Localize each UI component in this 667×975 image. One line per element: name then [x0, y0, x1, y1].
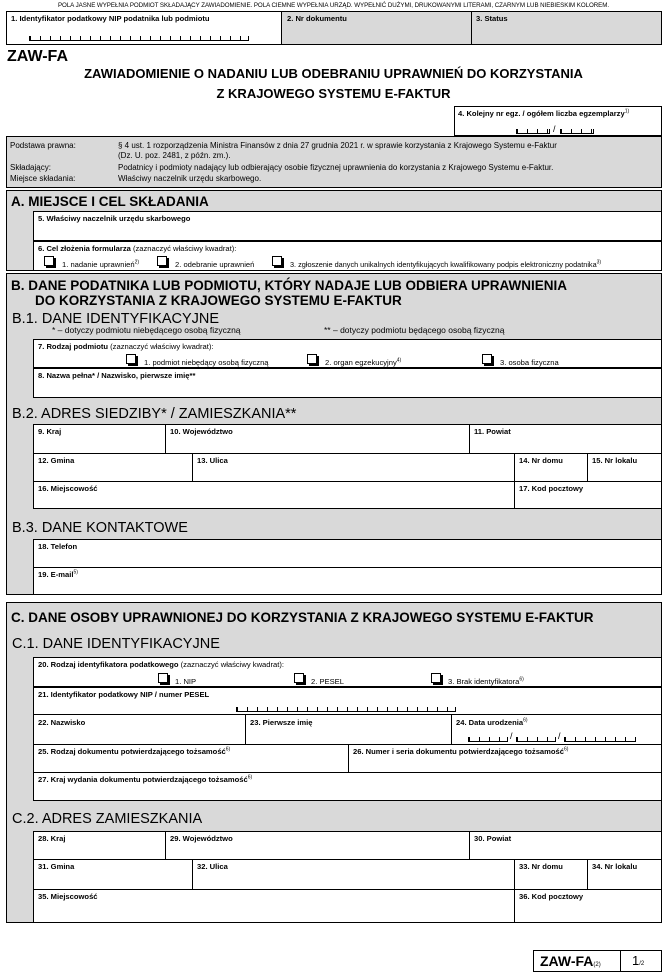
filer-text: Podatnicy i podmioty nadający lub odbierający osobie fizycznej uprawnienia do korzystania z Krajowego Systemu e-Faktur.	[118, 163, 554, 172]
section-b2-title: B.2. ADRES SIEDZIBY* / ZAMIESZKANIA**	[12, 406, 297, 422]
field-21-label[interactable]: 21. Identyfikator podatkowy NIP / numer PESEL	[38, 690, 210, 699]
purpose-revoke-checkbox[interactable]	[157, 256, 167, 266]
field-34-label[interactable]: 34. Nr lokalu	[592, 862, 638, 871]
field-33-label[interactable]: 33. Nr domu	[519, 862, 563, 871]
field-5-label: 5. Właściwy naczelnik urzędu skarbowego	[38, 214, 191, 223]
purpose-signature-label: 3. zgłoszenie danych unikalnych identyfikujących kwalifikowany podpis elektroniczny podatnika$^{3)}$	[290, 259, 602, 269]
basis-text-2: (Dz. U. poz. 2481, z późn. zm.).	[118, 151, 231, 160]
id-nip-checkbox[interactable]	[158, 673, 168, 683]
purpose-signature-checkbox[interactable]	[272, 256, 282, 266]
field-26-label[interactable]: 26. Numer i seria dokumentu potwierdzającego tożsamość$^{6)}$	[353, 746, 569, 756]
entity-person-checkbox[interactable]	[482, 354, 492, 364]
basis-label: Podstawa prawna:	[10, 141, 76, 150]
id-none-label: 3. Brak identyfikatora$^{6)}$	[448, 676, 524, 686]
entity-legal-label: 1. podmiot niebędący osobą fizyczną	[144, 358, 269, 367]
field-30-label[interactable]: 30. Powiat	[474, 834, 512, 843]
id-nip-label: 1. NIP	[175, 677, 197, 686]
field-6-label: 6. Cel złożenia formularza (zaznaczyć właściwy kwadrat):	[38, 244, 237, 253]
field-11-label[interactable]: 11. Powiat	[474, 427, 511, 436]
section-b1-title: B.1. DANE IDENTYFIKACYJNE	[12, 311, 220, 327]
section-c1-title: C.1. DANE IDENTYFIKACYJNE	[12, 636, 220, 652]
form-title-line2: Z KRAJOWEGO SYSTEMU E-FAKTUR	[216, 86, 451, 101]
field-24-label[interactable]: 24. Data urodzenia$^{6)}$	[456, 717, 528, 727]
field-18-label[interactable]: 18. Telefon	[38, 542, 78, 551]
footer-form-code: ZAW-FA(2)	[540, 953, 601, 969]
field-23-label[interactable]: 23. Pierwsze imię	[250, 718, 313, 727]
field-12-label[interactable]: 12. Gmina	[38, 456, 75, 465]
field-32-label[interactable]: 32. Ulica	[197, 862, 228, 871]
place-text: Właściwy naczelnik urzędu skarbowego.	[118, 174, 262, 183]
note-natural-person: ** – dotyczy podmiotu będącego osobą fizyczną	[324, 325, 505, 335]
purpose-grant-label: 1. nadanie uprawnień$^{2)}$	[62, 259, 140, 269]
section-b-title-line2: DO KORZYSTANIA Z KRAJOWEGO SYSTEMU E-FAKTUR	[35, 293, 402, 308]
field-16-label[interactable]: 16. Miejscowość	[38, 484, 98, 493]
field-7-label: 7. Rodzaj podmiotu (zaznaczyć właściwy kwadrat):	[38, 342, 214, 351]
field-3-label: 3. Status	[476, 14, 508, 23]
field-14-label[interactable]: 14. Nr domu	[519, 456, 563, 465]
top-notice: POLA JASNE WYPEŁNIA PODMIOT SKŁADAJĄCY ZAWIADOMIENIE. POLA CIEMNE WYPEŁNIA URZĄD. WYPEŁNIĆ DUŻYMI, DRUKOWANYMI LITERAMI, CZARNYM LUB NIEBIESKIM KOLOREM.	[57, 2, 610, 9]
purpose-grant-checkbox[interactable]	[44, 256, 54, 266]
form-title-line1: ZAWIADOMIENIE O NADANIU LUB ODEBRANIU UPRAWNIEŃ DO KORZYSTANIA	[84, 66, 583, 81]
note-legal-entity: * – dotyczy podmiotu niebędącego osobą fizyczną	[52, 325, 241, 335]
field-9-label[interactable]: 9. Kraj	[38, 427, 62, 436]
section-c-title: C. DANE OSOBY UPRAWNIONEJ DO KORZYSTANIA Z KRAJOWEGO SYSTEMU E-FAKTUR	[11, 610, 594, 625]
section-b3-title: B.3. DANE KONTAKTOWE	[12, 520, 188, 536]
filer-label: Składający:	[10, 163, 51, 172]
field-19-label[interactable]: 19. E-mail$^{5)}$	[38, 569, 78, 579]
field-29-label[interactable]: 29. Województwo	[170, 834, 233, 843]
field-15-label[interactable]: 15. Nr lokalu	[592, 456, 638, 465]
entity-legal-checkbox[interactable]	[126, 354, 136, 364]
field-13-label[interactable]: 13. Ulica	[197, 456, 228, 465]
address-c-block	[33, 831, 662, 923]
field-28-label[interactable]: 28. Kraj	[38, 834, 66, 843]
place-label: Miejsce składania:	[10, 174, 76, 183]
field-22-label[interactable]: 22. Nazwisko	[38, 718, 86, 727]
field-1-label: 1. Identyfikator podatkowy NIP podatnika lub podmiotu	[11, 14, 210, 23]
id-none-checkbox[interactable]	[431, 673, 441, 683]
field-8-label: 8. Nazwa pełna* / Nazwisko, pierwsze imię**	[38, 371, 196, 380]
purpose-revoke-label: 2. odebranie uprawnień	[175, 260, 255, 269]
id-pesel-label: 2. PESEL	[311, 677, 344, 686]
field-4-label: 4. Kolejny nr egz. / ogółem liczba egzemplarzy$^{1)}$	[458, 108, 630, 118]
section-c2-title: C.2. ADRES ZAMIESZKANIA	[12, 811, 203, 827]
id-pesel-checkbox[interactable]	[294, 673, 304, 683]
entity-enforcement-checkbox[interactable]	[307, 354, 317, 364]
basis-text: § 4 ust. 1 rozporządzenia Ministra Finansów z dnia 27 grudnia 2021 r. w sprawie korzystania z Krajowego Systemu e-Faktur	[118, 141, 557, 150]
address-b-block	[33, 424, 662, 509]
form-code: ZAW-FA	[7, 48, 68, 65]
field-31-label[interactable]: 31. Gmina	[38, 862, 75, 871]
footer-page-number: 1/2	[632, 953, 645, 968]
field-36-label[interactable]: 36. Kod pocztowy	[519, 892, 584, 901]
field-17-label[interactable]: 17. Kod pocztowy	[519, 484, 584, 493]
field-25-label[interactable]: 25. Rodzaj dokumentu potwierdzającego tożsamość$^{6)}$	[38, 746, 231, 756]
nip-ticks	[29, 36, 249, 41]
field-27-label[interactable]: 27. Kraj wydania dokumentu potwierdzającego tożsamość$^{6)}$	[38, 774, 253, 784]
pesel-ticks	[236, 707, 456, 712]
section-a-title: A. MIEJSCE I CEL SKŁADANIA	[11, 194, 209, 209]
field-10-label[interactable]: 10. Województwo	[170, 427, 233, 436]
field-2-label: 2. Nr dokumentu	[287, 14, 347, 23]
section-b-title-line1: B. DANE PODATNIKA LUB PODMIOTU, KTÓRY NADAJE LUB ODBIERA UPRAWNIENIA	[11, 278, 568, 293]
entity-enforcement-label: 2. organ egzekucyjny$^{4)}$	[325, 357, 402, 367]
field-20-label: 20. Rodzaj identyfikatora podatkowego (zaznaczyć właściwy kwadrat):	[38, 660, 285, 669]
field-35-label[interactable]: 35. Miejscowość	[38, 892, 98, 901]
entity-person-label: 3. osoba fizyczna	[500, 358, 559, 367]
